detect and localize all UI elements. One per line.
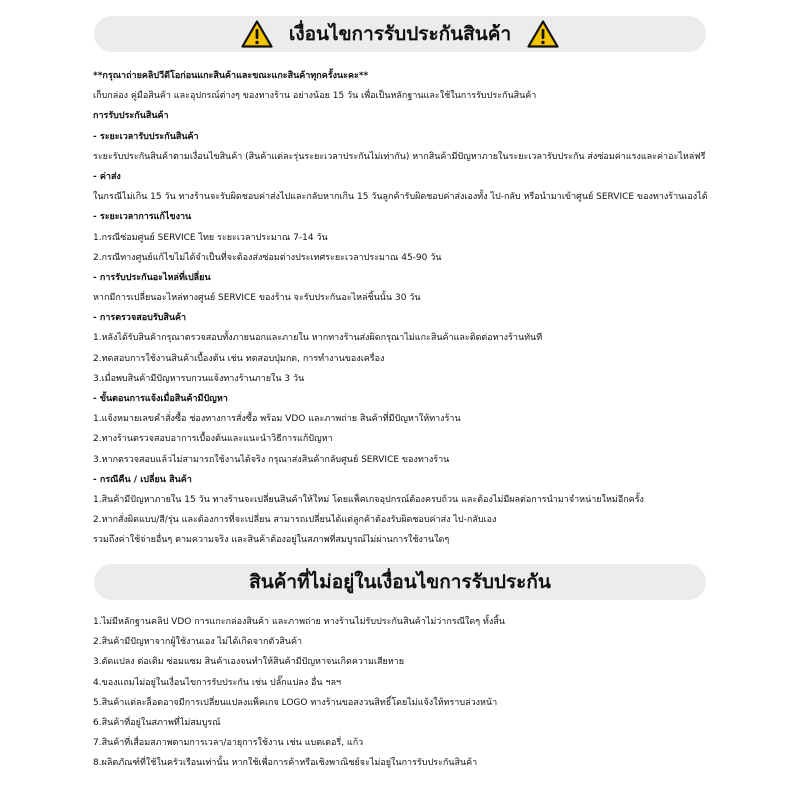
policy-line: 3.เมื่อพบสินค้ามีปัญหารบกวนแจ้งทางร้านภายใน 3 วัน — [93, 373, 305, 384]
section-heading: การรับประกันสินค้า — [93, 111, 169, 122]
exclusion-item: 5.สินค้าแต่ละล็อตอาจมีการเปลี่ยนแปลงแพ็คเกจ LOGO ทางร้านขอสงวนสิทธิ์โดยไม่แจ้งให้ทราบล่วงหน้า — [93, 697, 498, 708]
policy-line: รวมถึงค่าใช้จ่ายอื่นๆ ตามความจริง และสินค้าต้องอยู่ในสภาพที่สมบูรณ์ไม่ผ่านการใช้งานใดๆ — [93, 535, 450, 546]
policy-line: ในกรณีไม่เกิน 15 วัน ทางร้านจะรับผิดชอบค่าส่งไปและกลับหากเกิน 15 วันลูกค้ารับผิดชอบค่าส่งเองทั้ง ไป-กลับ หรือนำมาเข้าศูนย์ SERVICE ของทางร้านเองได้ — [93, 192, 708, 203]
exclusion-item: 1.ไม่มีหลักฐานคลิป VDO การแกะกล่องสินค้า และภาพถ่าย ทางร้านไม่รับประกันสินค้าไม่ว่ากรณีใดๆ ทั้งสิ้น — [93, 617, 505, 627]
exclusion-item: 2.สินค้ามีปัญหาจากผู้ใช้งานเอง ไม่ได้เกิดจากตัวสินค้า — [93, 637, 303, 648]
exclusion-item: 4.ของแถมไม่อยู่ในเงื่อนไขการรับประกัน เช่น ปลั๊กแปลง อื่น ฯลฯ — [93, 677, 342, 688]
policy-line: 1.แจ้งหมายเลขคำสั่งซื้อ ช่องทางการสั่งซื้อ พร้อม VDO และภาพถ่าย สินค้าที่มีปัญหาให้ทางร้าน — [93, 414, 461, 425]
policy-line: 1.กรณีซ่อมศูนย์ SERVICE ไทย ระยะเวลาประมาณ 7-14 วัน — [93, 232, 328, 243]
policy-line: 1.หลังได้รับสินค้ากรุณาตรวจสอบทั้งภายนอกและภายใน หากทางร้านส่งผิดกรุณาไม่แกะสินค้าและติดต่อทางร้านทันที — [93, 333, 543, 344]
policy-line: ระยะรับประกันสินค้าตามเงื่อนไขสินค้า (สินค้าแต่ละรุ่นระยะเวลาประกันไม่เท่ากัน) หากสินค้ามีปัญหาภายในระยะเวลารับประกัน ส่งซ่อมค่าแรงและค่าอะไหล่ฟรี — [93, 151, 706, 162]
page-title: เงื่อนไขการรับประกันสินค้า — [288, 23, 512, 45]
policy-line: เก็บกล่อง คู่มือสินค้า และอุปกรณ์ต่างๆ ของทางร้าน อย่างน้อย 15 วัน เพื่อเป็นหลักฐานและใช้ในการรับประกันสินค้า — [93, 91, 537, 102]
policy-line: 2.ทดสอบการใช้งานสินค้าเบื้องต้น เช่น ทดสอบปุ่มกด, การทำงานของเครื่อง — [93, 353, 385, 364]
policy-line: 1.สินค้ามีปัญหาภายใน 15 วัน ทางร้านจะเปลี่ยนสินค้าให้ใหม่ โดยแพ็คเกจอุปกรณ์ต้องครบถ้วน และต้องไม่มีผลต่อการนำมาจำหน่ายใหม่อีกครั้ง — [93, 494, 644, 505]
exclusions-title: สินค้าที่ไม่อยู่ในเงื่อนไขการรับประกัน — [249, 571, 551, 593]
policy-line: 2.ทางร้านตรวจสอบอาการเบื้องต้นและแนะนำวิธีการแก้ปัญหา — [93, 434, 333, 445]
warning-icon — [527, 20, 559, 48]
policy-line: 2.หากสั่งผิดแบบ/สี/รุ่น และต้องการที่จะเปลี่ยน สามารถเปลี่ยนได้แต่ลูกค้าต้องรับผิดชอบค่าส่ง ไป-กลับเอง — [93, 515, 497, 526]
policy-line: 2.กรณีทางศูนย์แก้ไขไม่ได้จำเป็นที่จะต้องส่งซ่อมต่างประเทศระยะเวลาประมาณ 45-90 วัน — [93, 252, 442, 263]
exclusions-banner — [94, 564, 706, 600]
policy-line: 3.หากตรวจสอบแล้วไม่สามารถใช้งานได้จริง กรุณาส่งสินค้ากลับศูนย์ SERVICE ของทางร้าน — [93, 454, 450, 465]
exclusion-item: 8.ผลิตภัณฑ์ที่ใช้ในครัวเรือนเท่านั้น หากใช้เพื่อการค้าหรือเชิงพาณิชย์จะไม่อยู่ในการรับประกันสินค้า — [93, 758, 478, 769]
warranty-conditions-banner — [94, 16, 706, 52]
warranty-policy-section — [93, 66, 733, 551]
section-heading: - ขั้นตอนการแจ้งเมื่อสินค้ามีปัญหา — [93, 394, 228, 404]
section-heading: - การรับประกันอะไหล่ที่เปลี่ยน — [93, 272, 211, 283]
section-heading: - ระยะเวลารับประกันสินค้า — [93, 131, 199, 142]
exclusion-item: 3.ดัดแปลง ต่อเติม ซ่อมแซม สินค้าเองจนทำให้สินค้ามีปัญหาจนเกิดความเสียหาย — [93, 657, 404, 668]
section-heading: - การตรวจสอบรับสินค้า — [93, 313, 187, 324]
exclusion-item: 7.สินค้าที่เสื่อมสภาพตามการเวลา/อายุการใช้งาน เช่น แบตเตอรี่, แก้ว — [93, 738, 364, 749]
section-heading: - ค่าส่ง — [93, 171, 121, 182]
section-heading: - ระยะเวลาการแก้ไขงาน — [93, 212, 192, 223]
section-heading: - กรณีคืน / เปลี่ยน สินค้า — [93, 474, 192, 485]
warning-icon — [241, 20, 273, 48]
section-heading: **กรุณาถ่ายคลิปวีดีโอก่อนแกะสินค้าและขณะแกะสินค้าทุกครั้งนะคะ** — [93, 71, 369, 81]
policy-line: หากมีการเปลี่ยนอะไหล่ทางศูนย์ SERVICE ของร้าน จะรับประกันอะไหล่ชิ้นนั้น 30 วัน — [93, 293, 421, 304]
exclusion-item: 6.สินค้าที่อยู่ในสภาพที่ไม่สมบูรณ์ — [93, 717, 221, 728]
exclusions-list — [93, 612, 733, 774]
